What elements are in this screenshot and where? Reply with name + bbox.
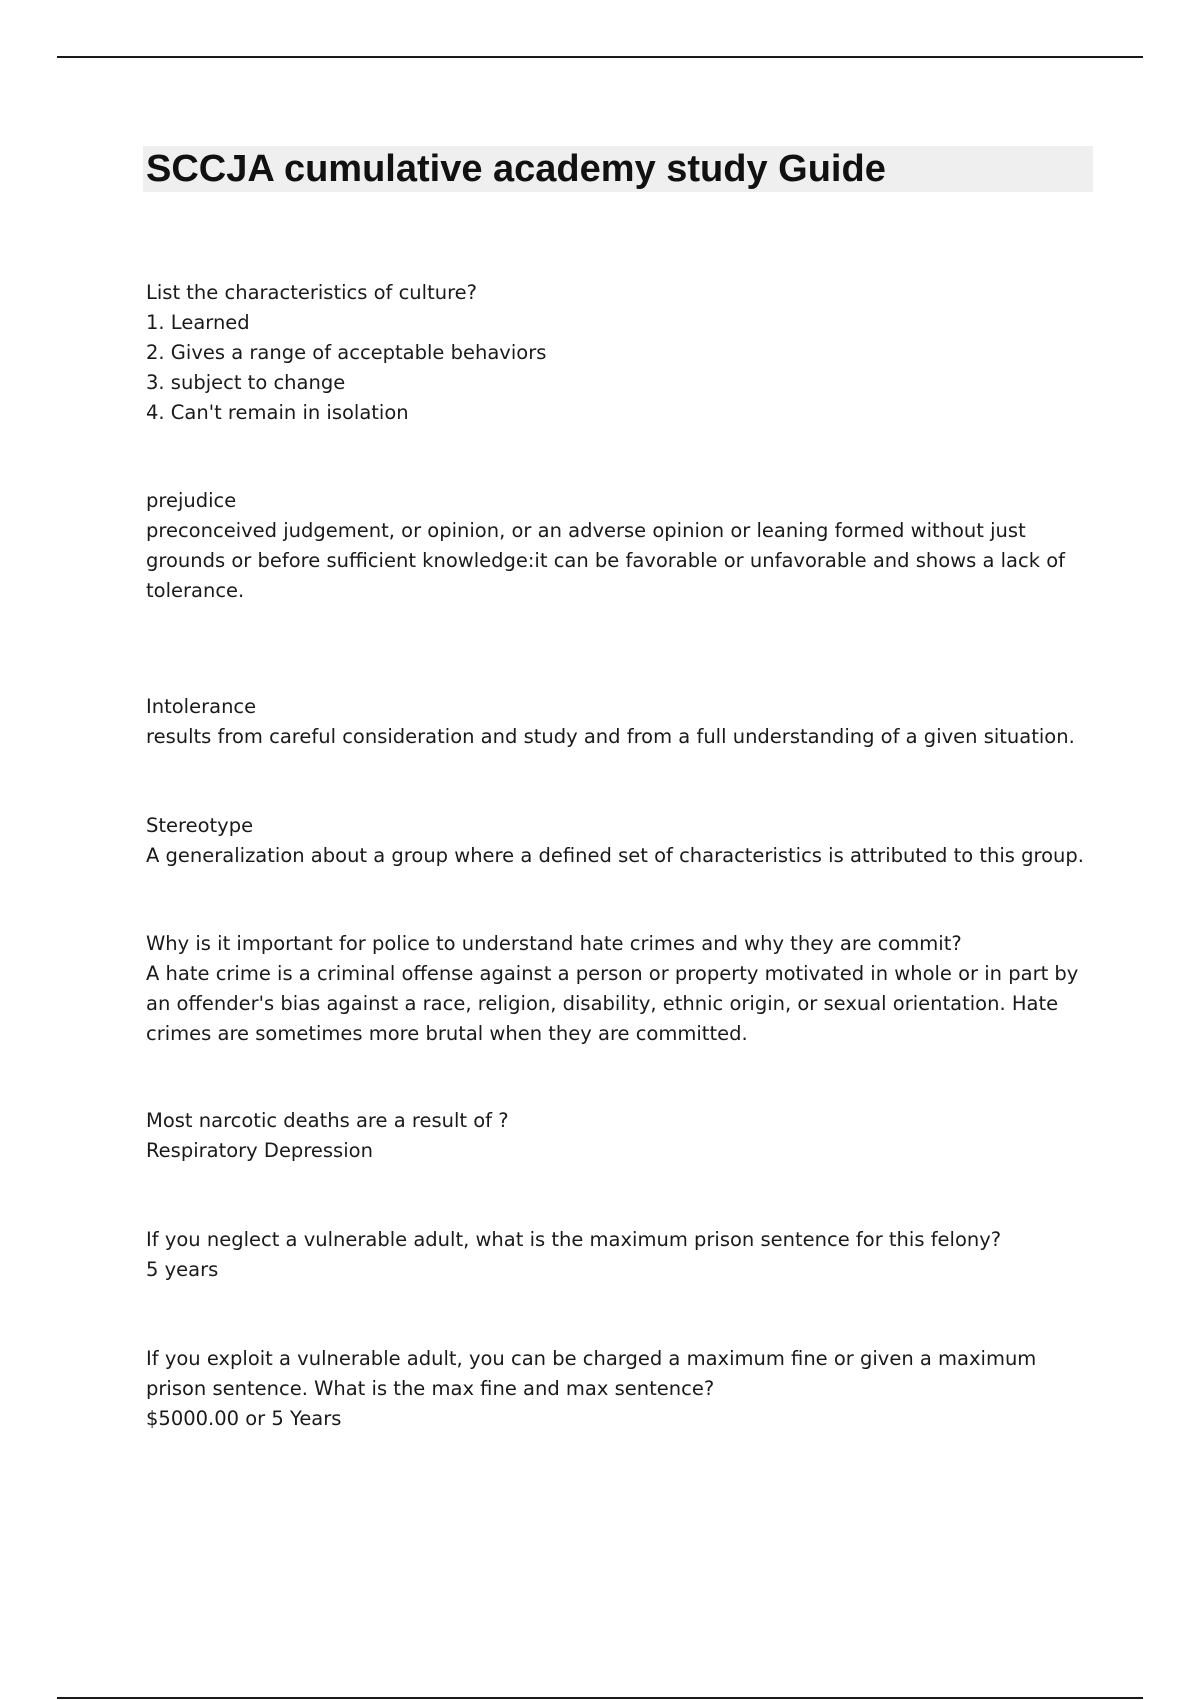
qa-entry-stereotype — [146, 811, 1096, 871]
answer-line: crimes are sometimes more brutal when they are committed. — [146, 1022, 748, 1045]
answer-line: 4. Can't remain in isolation — [146, 401, 409, 424]
qa-entry-prejudice — [146, 486, 1096, 606]
question-text: Why is it important for police to understand hate crimes and why they are commit? — [146, 932, 962, 955]
question-text: Intolerance — [146, 695, 257, 718]
answer-line: 2. Gives a range of acceptable behaviors — [146, 341, 547, 364]
page-title: SCCJA cumulative academy study Guide — [146, 148, 886, 190]
answer-line: tolerance. — [146, 579, 245, 602]
question-text: prison sentence. What is the max fine and max sentence? — [146, 1377, 715, 1400]
answer-line: 3. subject to change — [146, 371, 346, 394]
qa-entry-neglect — [146, 1225, 1096, 1285]
bottom-rule — [57, 1697, 1143, 1699]
answer-line: preconceived judgement, or opinion, or an adverse opinion or leaning formed without just — [146, 519, 1026, 542]
qa-entry-intolerance — [146, 692, 1096, 752]
qa-entry-culture — [146, 278, 1096, 428]
answer-line: results from careful consideration and study and from a full understanding of a given situation. — [146, 725, 1075, 748]
answer-line: an offender's bias against a race, religion, disability, ethnic origin, or sexual orientation. Hate — [146, 992, 1059, 1015]
answer-line: 1. Learned — [146, 311, 250, 334]
answer-line: A generalization about a group where a defined set of characteristics is attributed to this group. — [146, 844, 1084, 867]
question-text: If you exploit a vulnerable adult, you can be charged a maximum fine or given a maximum — [146, 1347, 1037, 1370]
answer-line: grounds or before sufficient knowledge:it can be favorable or unfavorable and shows a lack of — [146, 549, 1066, 572]
top-rule — [57, 56, 1143, 58]
question-text: List the characteristics of culture? — [146, 281, 478, 304]
answer-line: 5 years — [146, 1258, 219, 1281]
qa-entry-exploit — [146, 1344, 1096, 1434]
qa-entry-narcotic-deaths — [146, 1106, 1096, 1166]
question-text: Most narcotic deaths are a result of ? — [146, 1109, 509, 1132]
qa-entry-hate-crimes — [146, 929, 1096, 1049]
answer-line: A hate crime is a criminal offense against a person or property motivated in whole or in part by — [146, 962, 1079, 985]
question-text: Stereotype — [146, 814, 254, 837]
question-text: If you neglect a vulnerable adult, what is the maximum prison sentence for this felony? — [146, 1228, 1002, 1251]
question-text: prejudice — [146, 489, 237, 512]
answer-line: Respiratory Depression — [146, 1139, 373, 1162]
answer-line: $5000.00 or 5 Years — [146, 1407, 342, 1430]
